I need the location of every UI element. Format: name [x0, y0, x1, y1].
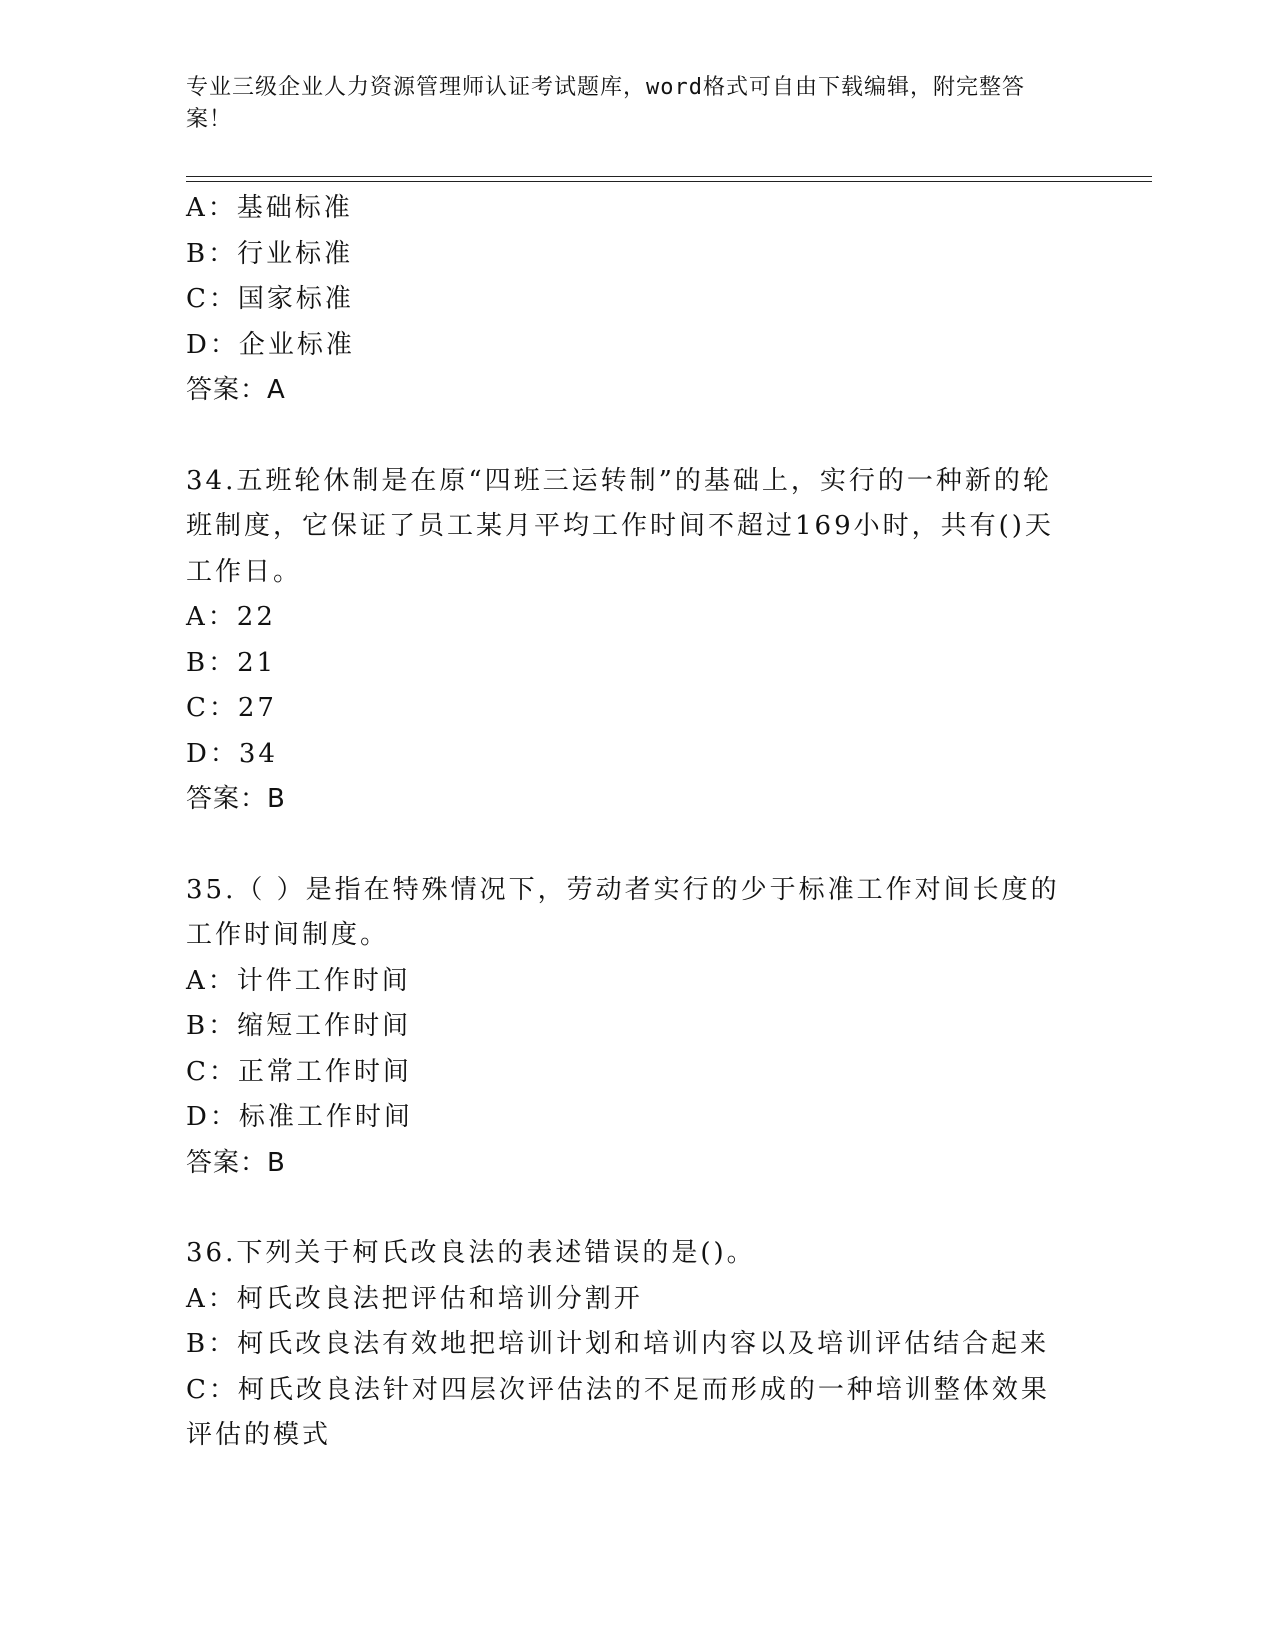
document-body	[186, 186, 1086, 1459]
answer-line: 答案：B	[186, 1147, 286, 1178]
option-a: A：计件工作时间	[186, 965, 411, 996]
header-divider	[186, 176, 1152, 177]
answer-line: 答案：A	[186, 375, 286, 405]
option-c: C：27	[186, 693, 277, 723]
option-d: D：企业标准	[186, 329, 355, 360]
question-text: 34.五班轮休制是在原“四班三运转制”的基础上，实行的一种新的轮班制度，它保证了员工某月平均工作时间不超过169小时，共有()天工作日。	[186, 465, 1054, 587]
question-33-block	[186, 186, 1086, 414]
question-text: 35.（ ）是指在特殊情况下，劳动者实行的少于标准工作对间长度的工作时间制度。	[186, 874, 1060, 950]
header-divider-secondary	[186, 181, 1152, 182]
option-b: B：缩短工作时间	[186, 1011, 412, 1041]
option-c: C：柯氏改良法针对四层次评估法的不足而形成的一种培训整体效果评估的模式	[186, 1374, 1050, 1450]
option-b: B：21	[186, 647, 277, 678]
answer-line: 答案：B	[186, 784, 286, 814]
option-d: D：34	[186, 738, 278, 769]
option-a: A：基础标准	[186, 193, 353, 223]
option-c: C：正常工作时间	[186, 1056, 412, 1087]
option-d: D：标准工作时间	[186, 1102, 413, 1132]
option-a: A：柯氏改良法把评估和培训分割开	[186, 1283, 643, 1314]
option-b: B：柯氏改良法有效地把培训计划和培训内容以及培训评估结合起来	[186, 1329, 1050, 1359]
question-36-block	[186, 1231, 1086, 1459]
question-35-block	[186, 868, 1086, 1187]
page-header: 专业三级企业人力资源管理师认证考试题库，word格式可自由下载编辑，附完整答案！	[186, 75, 1025, 132]
question-34-block	[186, 459, 1086, 823]
option-b: B：行业标准	[186, 238, 354, 269]
option-c: C：国家标准	[186, 284, 354, 314]
option-a: A：22	[186, 602, 276, 632]
question-text: 36.下列关于柯氏改良法的表述错误的是()。	[186, 1238, 756, 1268]
